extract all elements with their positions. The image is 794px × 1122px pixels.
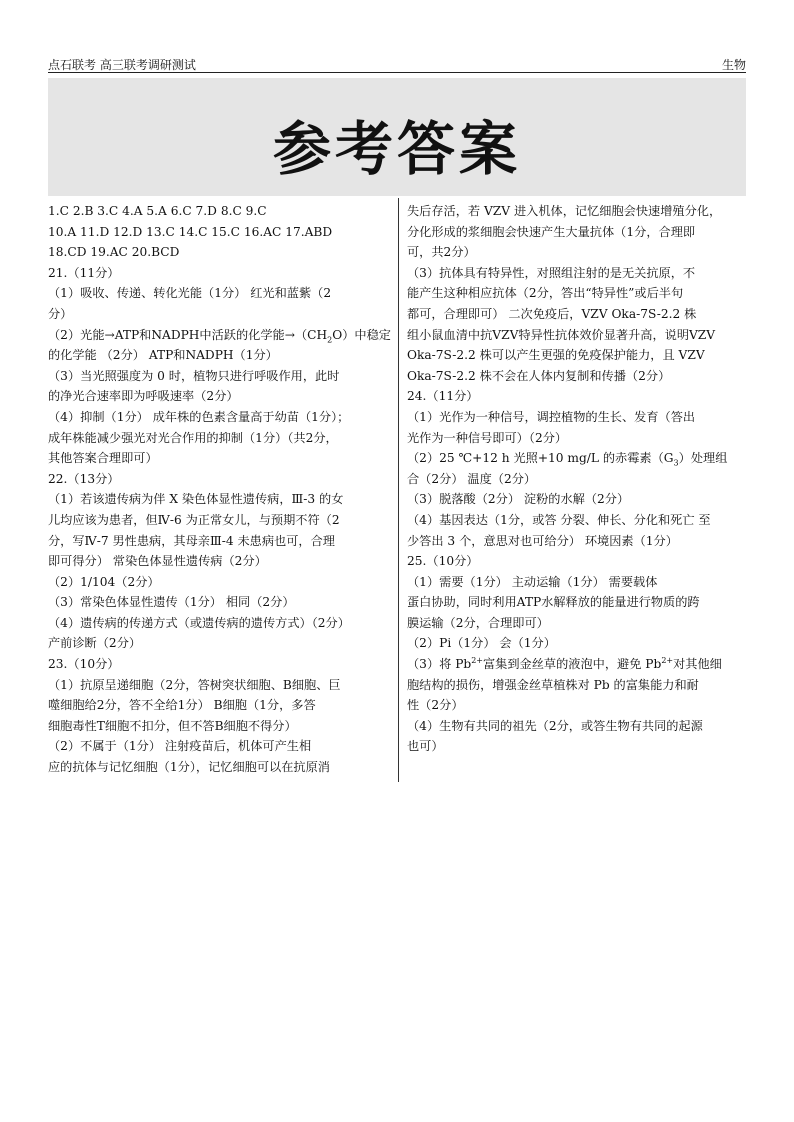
q22-part1-line: 分，写Ⅳ-7 男性患病，其母亲Ⅲ-4 未患病也可，合理 <box>48 533 335 548</box>
q23-part3-line: Oka-7S-2.2 株不会在人体内复制和传播（2分） <box>407 368 671 383</box>
question-25-title: 25.（10分） <box>407 554 479 569</box>
left-column <box>48 201 391 778</box>
question-24-title: 24.（11分） <box>407 389 479 404</box>
q25-part3-line: 胞结构的损伤，增强金丝草植株对 Pb 的富集能力和耐 <box>407 677 699 692</box>
q22-part4-line: （4）遗传病的传递方式（或遗传病的遗传方式）（2分） <box>48 615 350 630</box>
q23-part3-line: Oka-7S-2.2 株可以产生更强的免疫保护能力，且 VZV <box>407 348 705 363</box>
question-23-title: 23.（10分） <box>48 657 120 672</box>
q22-part2-line: （2）1/104（2分） <box>48 574 160 589</box>
q25-part4-line: （4）生物有共同的祖先（2分，或答生物有共同的起源 <box>407 718 703 733</box>
q21-part1-line: （1）吸收、传递、转化光能（1分） 红光和蓝紫（2 <box>48 286 332 301</box>
q25-part3-text: 对其他细 <box>673 657 722 672</box>
q24-part1-line: 光作为一种信号即可）（2分） <box>407 430 568 445</box>
q23-part2-line: 应的抗体与记忆细胞（1分），记忆细胞可以在抗原消 <box>48 760 330 775</box>
q23-part2-line: 可，共2分） <box>407 245 476 260</box>
subscript: 2 <box>327 335 333 344</box>
q24-part3-line: （3）脱落酸（2分） 淀粉的水解（2分） <box>407 492 630 507</box>
right-column <box>407 201 746 757</box>
q24-part2-line: 合（2分） 温度（2分） <box>407 471 537 486</box>
q23-part2-line: （2）不属于（1分） 注射疫苗后，机体可产生相 <box>48 739 312 754</box>
q21-part2-text: O）中稳定 <box>332 327 391 342</box>
q23-part1-line: （1）抗原呈递细胞（2分，答树突状细胞、B细胞、巨 <box>48 677 341 692</box>
subject-name: 生物 <box>721 58 746 72</box>
q22-part1-line: 即可得分） 常染色体显性遗传病（2分） <box>48 554 267 569</box>
q21-part3-line: 的净光合速率即为呼吸速率（2分） <box>48 389 239 404</box>
q25-part1-line: 膜运输（2分，合理即可） <box>407 615 549 630</box>
q24-part4-line: （4）基因表达（1分，或答 分裂、伸长、分化和死亡 至 <box>407 512 711 527</box>
q22-part1-line: （1）若该遗传病为伴 X 染色体显性遗传病，Ⅲ-3 的女 <box>48 492 344 507</box>
q21-part4-line: 其他答案合理即可） <box>48 451 158 466</box>
q21-part1-line: 分） <box>48 306 73 321</box>
column-divider <box>398 198 399 782</box>
q24-part2-text: ）处理组 <box>678 451 728 466</box>
q25-part4-line: 也可） <box>407 739 444 754</box>
q24-part2-line <box>407 448 746 469</box>
choice-answers-row-1: 1.C 2.B 3.C 4.A 5.A 6.C 7.D 8.C 9.C <box>48 204 267 218</box>
q23-part1-line: 噬细胞给2分，答不全给1分） B细胞（1分，多答 <box>48 698 316 713</box>
q22-part4-line: 产前诊断（2分） <box>48 636 142 651</box>
q25-part1-line: 蛋白协助，同时利用ATP水解释放的能量进行物质的跨 <box>407 595 700 610</box>
q22-part1-line: 儿均应该为患者，但Ⅳ-6 为正常女儿，与预期不符（2 <box>48 512 340 527</box>
q22-part3-line: （3）常染色体显性遗传（1分） 相同（2分） <box>48 595 295 610</box>
q21-part3-line: （3）当光照强度为 0 时，植物只进行呼吸作用，此时 <box>48 368 340 383</box>
q24-part4-line: 少答出 3 个，意思对也可给分） 环境因素（1分） <box>407 533 678 548</box>
superscript: 2+ <box>661 656 674 665</box>
q21-part2-text: （2）光能→ATP和NADPH中活跃的化学能→（CH <box>48 327 328 342</box>
superscript: 2+ <box>471 656 483 665</box>
q21-part4-line: （4）抑制（1分） 成年株的色素含量高于幼苗（1分）； <box>48 409 350 424</box>
q23-part2-line: 失后存活，若 VZV 进入机体，记忆细胞会快速增殖分化， <box>407 204 722 218</box>
subscript: 3 <box>673 458 679 468</box>
q21-part2-line: 的化学能 （2分） ATP和NADPH（1分） <box>48 348 278 363</box>
q25-part3-text: （3）将 Pb <box>407 657 472 672</box>
q23-part1-line: 细胞毒性T细胞不扣分，但不答B细胞不得分） <box>48 718 297 733</box>
exam-name: 点石联考 高三联考调研测试 <box>48 58 196 72</box>
q25-part3-line: 性（2分） <box>407 698 464 713</box>
q21-part4-line: 成年株能减少强光对光合作用的抑制（1分）（共2分， <box>48 430 338 445</box>
q23-part3-line: （3）抗体具有特异性，对照组注射的是无关抗原，不 <box>407 265 696 280</box>
q23-part2-line: 分化形成的浆细胞会快速产生大量抗体（1分，合理即 <box>407 224 696 239</box>
q23-part3-line: 能产生这种相应抗体（2分，答出“特异性”或后半句 <box>407 286 684 301</box>
question-21-title: 21.（11分） <box>48 265 120 280</box>
question-22-title: 22.（13分） <box>48 471 120 486</box>
q24-part1-line: （1）光作为一种信号，调控植物的生长、发育（答出 <box>407 409 696 424</box>
choice-answers-row-3: 18.CD 19.AC 20.BCD <box>48 245 180 260</box>
q21-part2-line <box>48 325 391 346</box>
q25-part3-text: 富集到金丝草的液泡中，避免 Pb <box>483 657 662 672</box>
q25-part1-line: （1）需要（1分） 主动运输（1分） 需要载体 <box>407 574 658 589</box>
q25-part2-line: （2）Pi（1分） 会（1分） <box>407 636 556 651</box>
title-banner <box>48 78 746 196</box>
q25-part3-line <box>407 654 746 675</box>
page-header <box>48 54 746 73</box>
choice-answers-row-2: 10.A 11.D 12.D 13.C 14.C 15.C 16.AC 17.ABD <box>48 224 333 239</box>
q24-part2-text: （2）25 ℃+12 h 光照+10 mg/L 的赤霉素（G <box>407 451 674 466</box>
q23-part3-line: 都可，合理即可） 二次免疫后，VZV Oka-7S-2.2 株 <box>407 306 697 321</box>
q23-part3-line: 组小鼠血清中抗VZV特异性抗体效价显著升高，说明VZV <box>407 327 716 342</box>
page-title: 参考答案 <box>272 115 521 183</box>
